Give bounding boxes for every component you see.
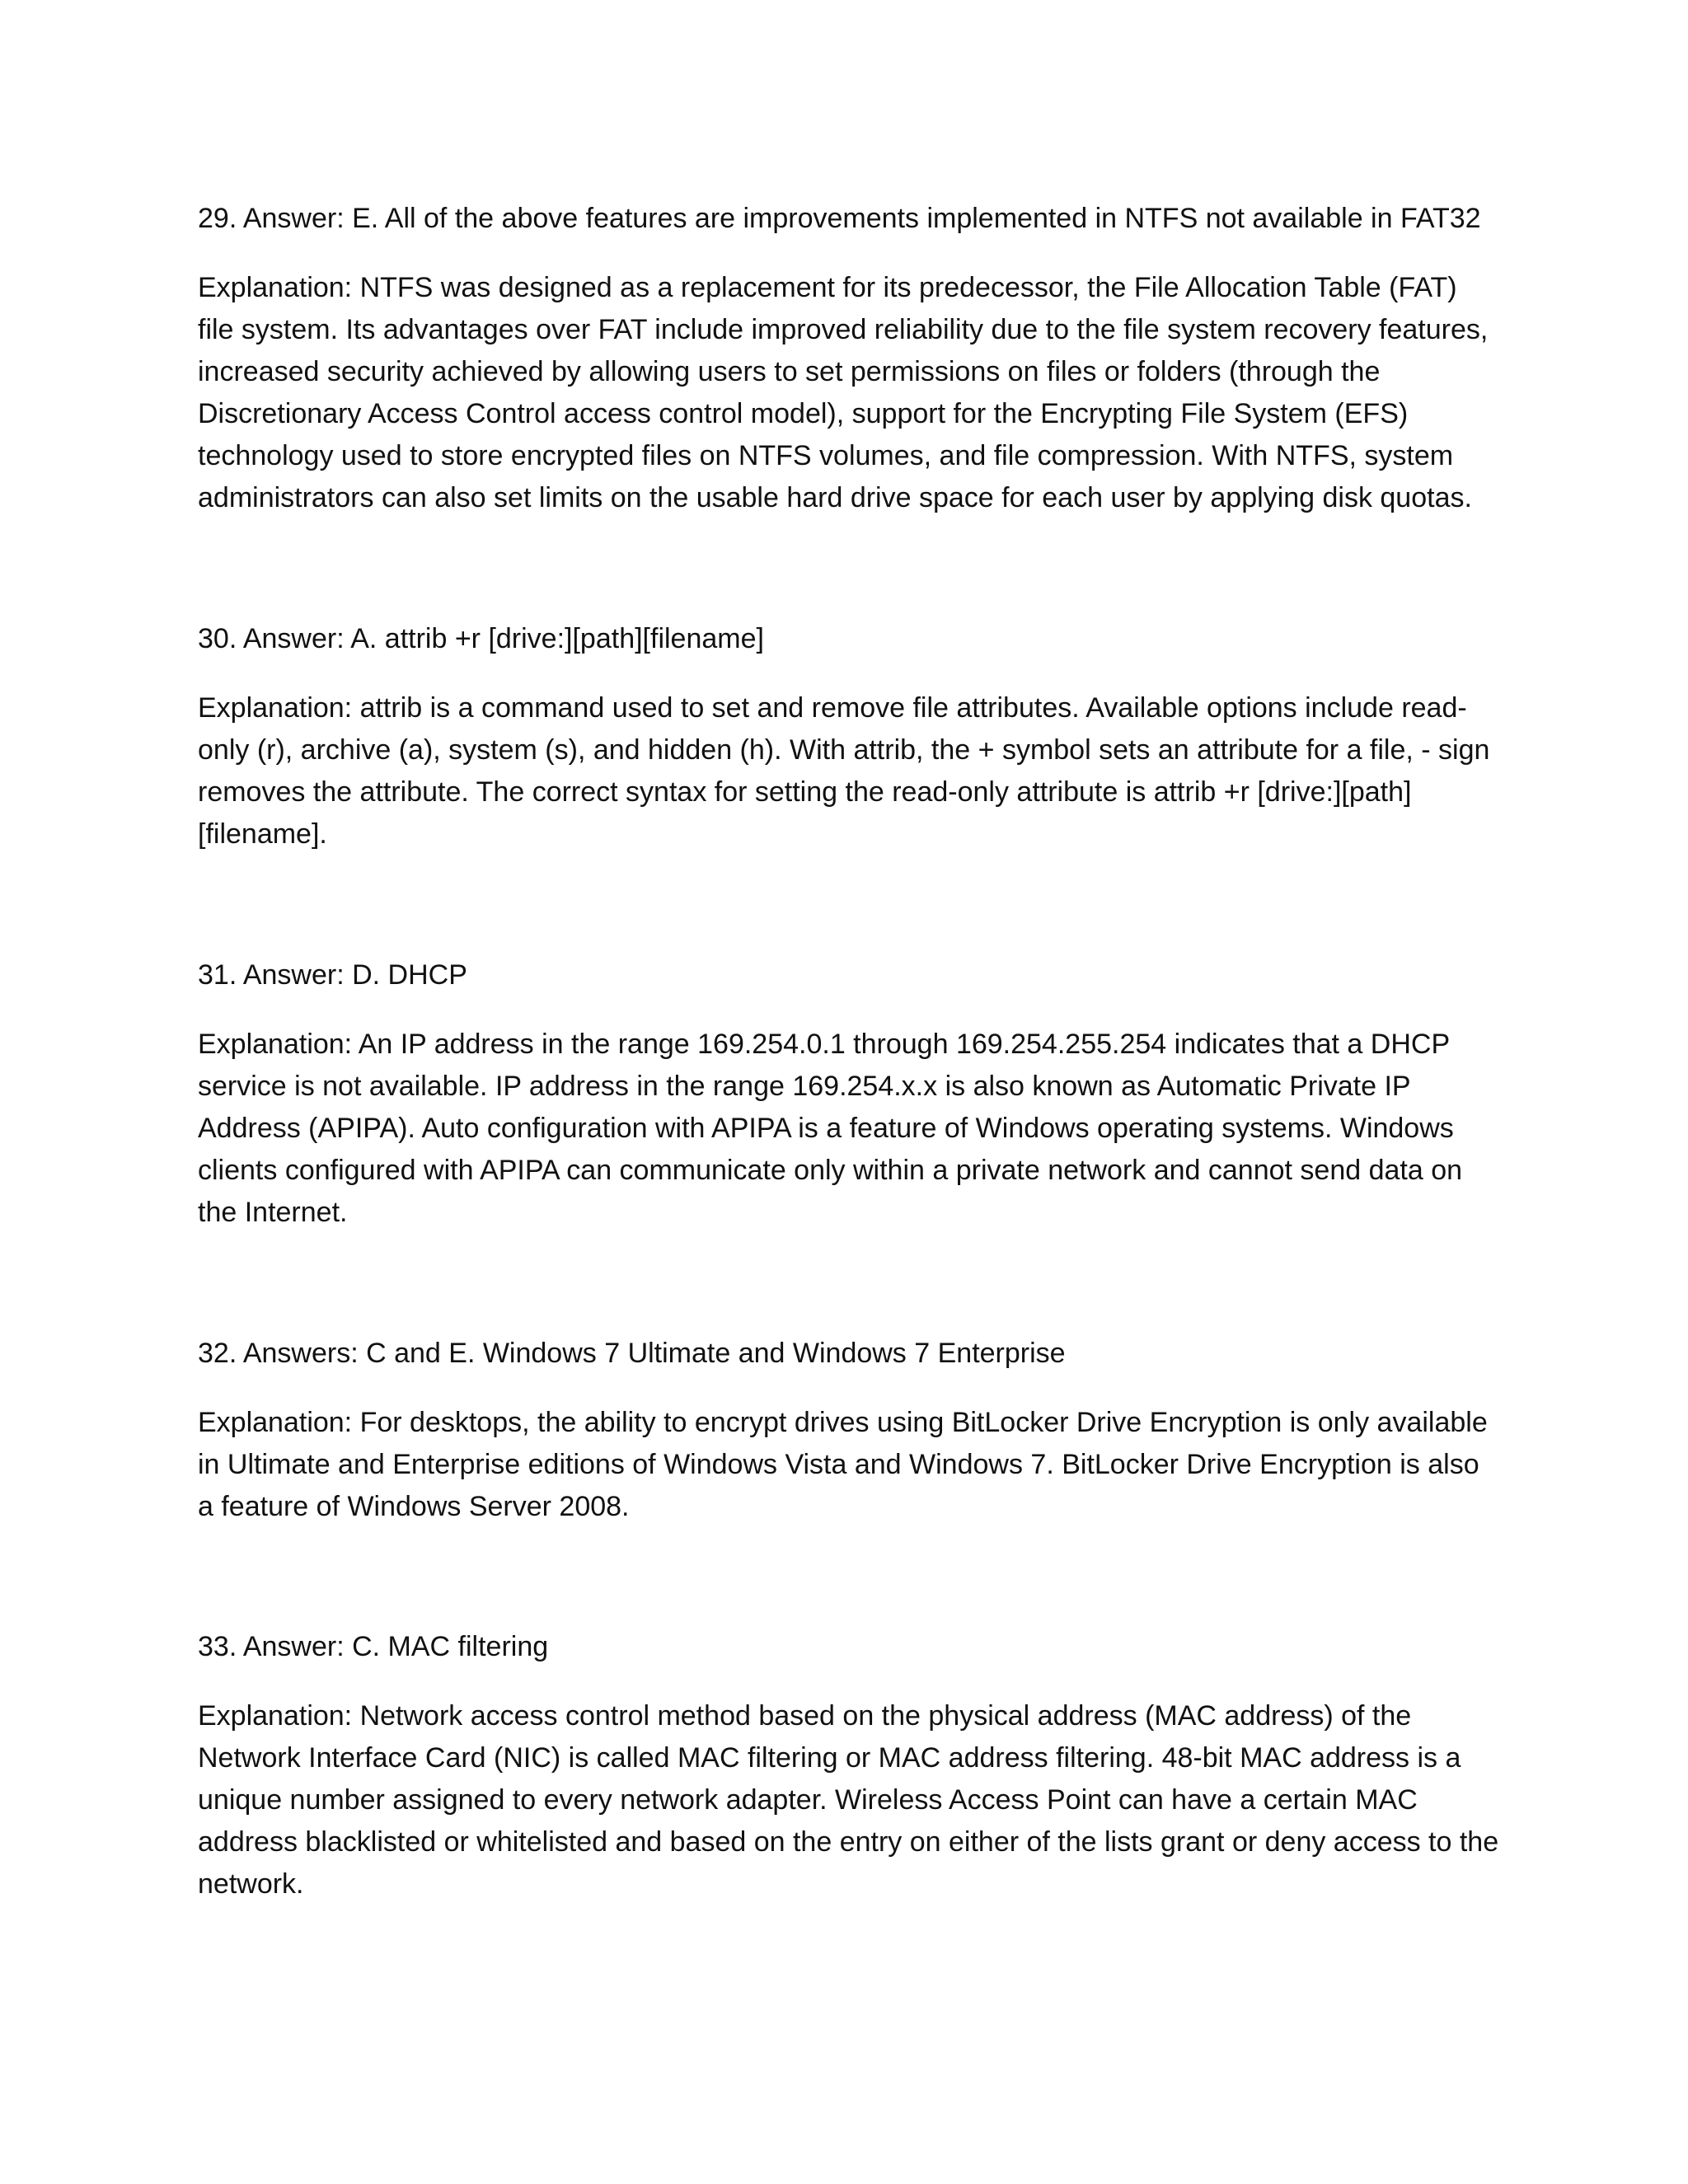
explanation-paragraph: Explanation: NTFS was designed as a replacement for its predecessor, the File Allocation Table (FAT) file system. Its advantages over FAT include improved reliability due to the file system recovery features, increased security achieved by allowing users to set permissions on files or folders (through the Discretionary Access Control access control model), support for the Encrypting File System (EFS) technology used to store encrypted files on NTFS volumes, and file compression. With NTFS, system administrators can also set limits on the usable hard drive space for each user by applying disk quotas. xyxy=(198,272,1489,513)
answer-heading: 30. Answer: A. attrib +r [drive:][path][filename] xyxy=(198,623,764,654)
answer-block-30 xyxy=(198,618,1500,855)
answer-heading: 29. Answer: E. All of the above features are improvements implemented in NTFS not available in FAT32 xyxy=(198,203,1481,234)
answer-block-29 xyxy=(198,198,1500,519)
explanation-paragraph: Explanation: Network access control method based on the physical address (MAC address) of the Network Interface Card (NIC) is called MAC filtering or MAC address filtering. 48-bit MAC address is a unique number assigned to every network adapter. Wireless Access Point can have a certain MAC address blacklisted or whitelisted and based on the entry on either of the lists grant or deny access to the network. xyxy=(198,1700,1499,1900)
answer-block-33 xyxy=(198,1626,1500,1905)
answer-block-32 xyxy=(198,1333,1500,1528)
answer-block-31 xyxy=(198,954,1500,1234)
answer-heading: 32. Answers: C and E. Windows 7 Ultimate and Windows 7 Enterprise xyxy=(198,1338,1066,1369)
explanation-paragraph: Explanation: attrib is a command used to set and remove file attributes. Available options include read-only (r), archive (a), system (s), and hidden (h). With attrib, the + symbol sets an attribute for a file, - sign removes the attribute. The correct syntax for setting the read-only attribute is attrib +r [drive:][path][filename]. xyxy=(198,692,1490,850)
answer-heading: 31. Answer: D. DHCP xyxy=(198,959,467,991)
answer-heading: 33. Answer: C. MAC filtering xyxy=(198,1631,549,1662)
explanation-paragraph: Explanation: An IP address in the range 169.254.0.1 through 169.254.255.254 indicates that a DHCP service is not available. IP address in the range 169.254.x.x is also known as Automatic Private IP Address (APIPA). Auto configuration with APIPA is a feature of Windows operating systems. Windows clients configured with APIPA can communicate only within a private network and cannot send data on the Internet. xyxy=(198,1029,1463,1228)
explanation-paragraph: Explanation: For desktops, the ability to encrypt drives using BitLocker Drive Encryption is only available in Ultimate and Enterprise editions of Windows Vista and Windows 7. BitLocker Drive Encryption is also a feature of Windows Server 2008. xyxy=(198,1407,1488,1522)
